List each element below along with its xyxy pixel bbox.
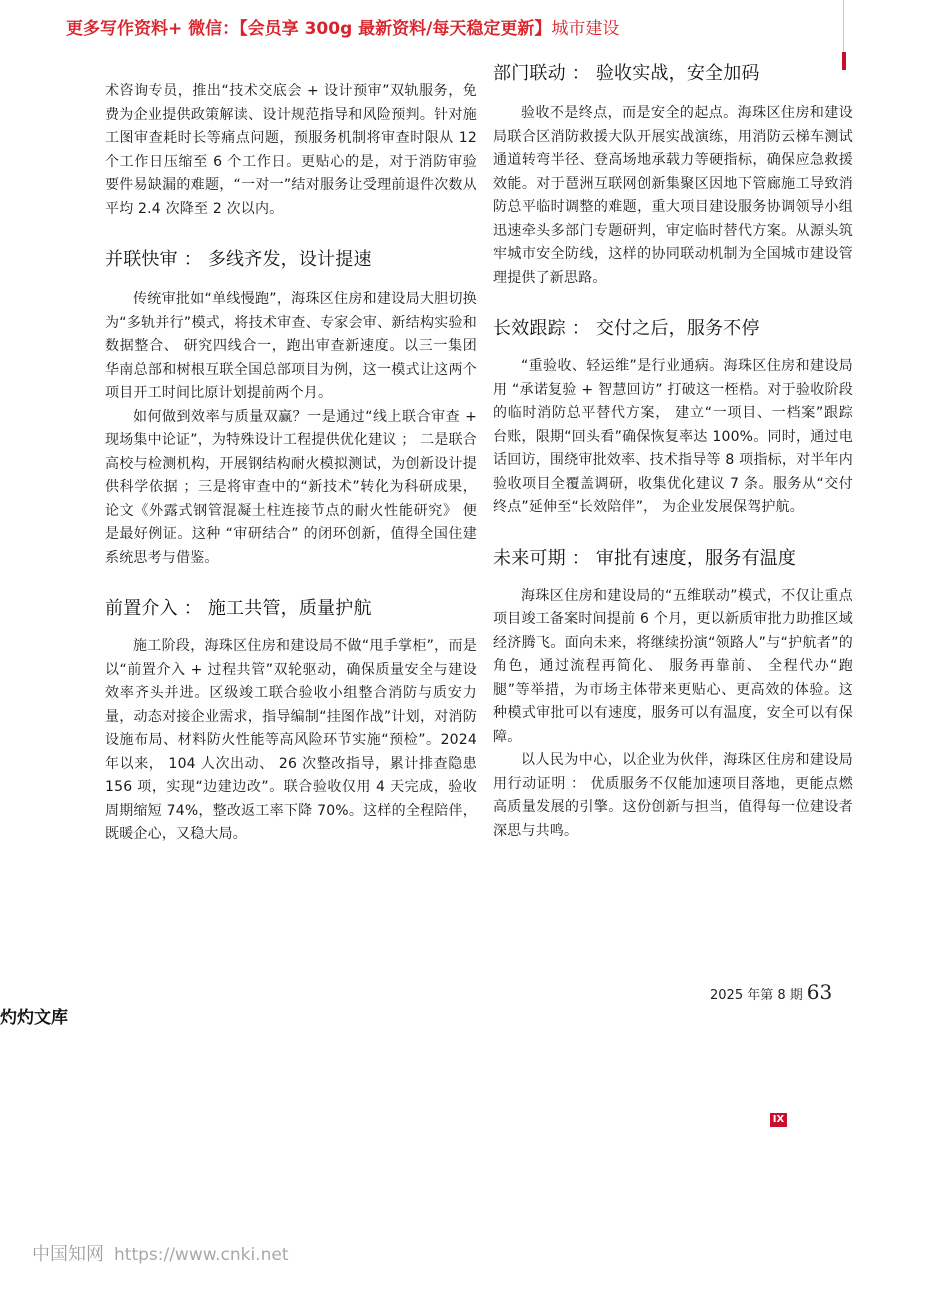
section-label: 城市建设 [551, 19, 620, 39]
paragraph: 传统审批如“单线慢跑”，海珠区住房和建设局大胆切换为“多轨并行”模式，将技术审查、专家会审、新结构实验和数据整合、 研究四线合一，跑出审查新速度。以三一集团华南总部和树根互联全国总部项目为例，这一模式让这两个项目开工时间比原计划提前两个月。 [105, 291, 477, 401]
right-column [493, 60, 853, 843]
section-heading: 未来可期 ： 审批有速度，服务有温度 [493, 547, 797, 569]
page-number: 63 [806, 980, 833, 1004]
issue-label: 2025 年第 8 期 [710, 988, 803, 1003]
section-heading: 前置介入 ： 施工共管，质量护航 [105, 598, 372, 619]
left-column [105, 80, 477, 847]
watermark [32, 1240, 288, 1266]
edge-rule [843, 0, 844, 52]
page-footer [710, 980, 832, 1004]
paragraph: 如何做到效率与质量双赢？一是通过“线上联合审查 + 现场集中论证”，为特殊设计工程提供优化建议 ； 二是联合高校与检测机构，开展钢结构耐火模拟测试，为创新设计提供科学依据 ；三是将审查中的“新技术”转化为科研成果，论文《外露式钢管混凝土柱连接节点的耐火性能研究》 便是最好例证。这种 “审研结合” 的闭环创新，值得全国住建系统思考与借鉴。 [105, 408, 477, 566]
paragraph: “重验收、轻运维”是行业通病。海珠区住房和建设局用 “承诺复验 + 智慧回访” 打破这一桎梏。对于验收阶段的临时消防总平替代方案， 建立“一项目、一档案”跟踪台账，限期“回头看”确保恢复率达 100%。同时，通过电话回访，围绕审批效率、技术指导等 8 项指标，对半年内验收项目全覆盖调研，收集优化建议 7 条。服务从“交付终点”延伸至“长效陪伴”， 为企业发展保驾护航。 [493, 358, 853, 515]
library-mark: 灼灼文库 [0, 1008, 68, 1028]
watermark-url: https://www.cnki.net [114, 1245, 289, 1265]
corner-logo-icon: IX [770, 1113, 787, 1127]
watermark-name: 中国知网 [32, 1244, 104, 1265]
promo-text: 更多写作资料+ 微信：【会员享 300g 最新资料/每天稳定更新】 [66, 19, 552, 39]
paragraph: 海珠区住房和建设局的“五维联动”模式，不仅让重点项目竣工备案时间提前 6 个月，更以新质审批力助推区域经济腾飞。面向未来，将继续扮演“领路人”与“护航者”的角色，通过流程再简化、 服务再靠前、 全程代办“跑腿”等举措，为市场主体带来更贴心、更高效的体验。这种模式审批可以有速度，服务可以有温度，安全可以有保障。 [493, 587, 853, 745]
section-heading: 长效跟踪 ： 交付之后，服务不停 [493, 318, 760, 339]
section-heading: 部门联动 ： 验收实战，安全加码 [493, 63, 760, 84]
paragraph: 验收不是终点，而是安全的起点。海珠区住房和建设局联合区消防救援大队开展实战演练，用消防云梯车测试通道转弯半径、登高场地承载力等硬指标，确保应急救援效能。对于琶洲互联网创新集聚区因地下管廊施工导致消防总平临时调整的难题，重大项目建设服务协调领导小组迅速牵头多部门专题研判，审定临时替代方案。从源头筑牢城市安全防线，这样的协同联动机制为全国城市建设管理提供了新思路。 [493, 105, 853, 286]
paragraph: 术咨询专员，推出“技术交底会 + 设计预审”双轨服务，免费为企业提供政策解读、设计规范指导和风险预判。针对施工图审查耗时长等痛点问题，预服务机制将审查时限从 12 个工作日压缩至 6 个工作日。更贴心的是，对于消防审验要件易缺漏的难题，“一对一”结对服务让受理前退件次数从平均 2.4 次降至 2 次以内。 [105, 83, 477, 217]
header-banner [66, 14, 619, 39]
paragraph: 以人民为中心，以企业为伙伴，海珠区住房和建设局用行动证明 ： 优质服务不仅能加速项目落地，更能点燃高质量发展的引擎。这份创新与担当，值得每一位建设者深思与共鸣。 [493, 752, 853, 839]
paragraph: 施工阶段，海珠区住房和建设局不做“甩手掌柜”，而是以“前置介入 + 过程共管”双轮驱动，确保质量安全与建设效率齐头并进。区级竣工联合验收小组整合消防与质安力量，动态对接企业需求，指导编制“挂图作战”计划，对消防设施布局、材料防火性能等高风险环节实施“预检”。2024 年以来， 104 人次出动、 26 次整改指导，累计排查隐患 156 项，实现“边建边改”。联合验收仅用 4 天完成，验收周期缩短 74%，整改返工率下降 70%。这样的全程陪伴，既暖企心，又稳大局。 [105, 638, 477, 842]
section-heading: 并联快审 ： 多线齐发，设计提速 [105, 249, 372, 270]
